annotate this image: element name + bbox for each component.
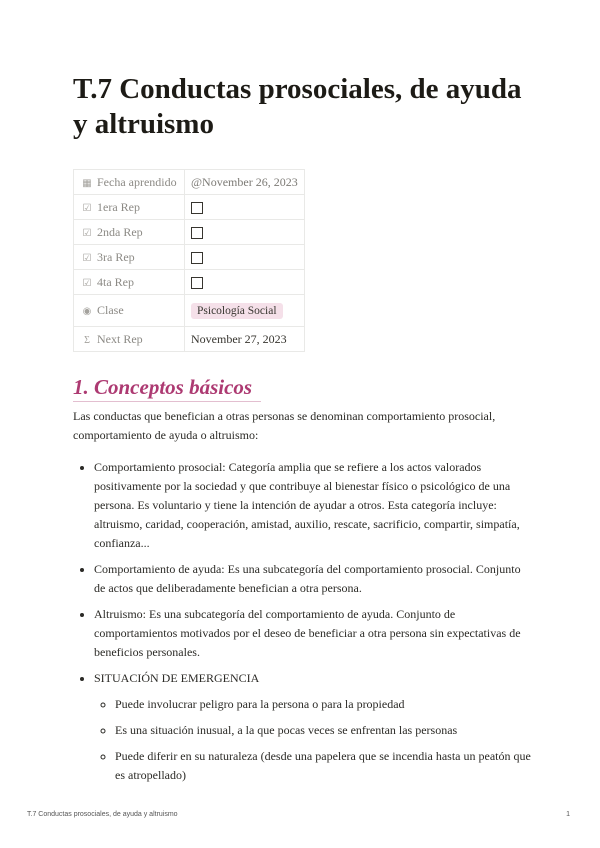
list-item: [94, 669, 531, 785]
property-name: 2nda Rep: [97, 224, 143, 239]
sub-list-item: ◦ Es una situación inusual, a la que pocas veces se enfrentan las personas: [115, 721, 531, 740]
class-tag: Psicología Social: [191, 303, 283, 319]
property-name-cell: [74, 245, 185, 270]
property-name: 1era Rep: [97, 199, 140, 214]
property-value-cell[interactable]: [185, 295, 305, 327]
select-icon: ◉: [82, 306, 92, 317]
sub-bullet-list: [94, 695, 531, 785]
property-row: [74, 170, 305, 195]
page-number: 1: [566, 811, 570, 818]
formula-icon: Σ: [84, 334, 90, 346]
checkbox-icon: ☑: [82, 277, 92, 289]
property-name-cell: [74, 295, 185, 327]
list-item: • Altruismo: Es una subcategoría del comportamiento de ayuda. Conjunto de comportamientos motivados por el deseo de beneficiar a otra persona sin expectativas de beneficios personales.: [94, 605, 531, 662]
property-row: [74, 245, 305, 270]
property-value: November 27, 2023: [191, 331, 287, 346]
property-name-cell: [74, 327, 185, 352]
property-row: [74, 270, 305, 295]
calendar-icon: ▦: [82, 177, 92, 189]
property-name: 3ra Rep: [97, 249, 135, 264]
checkbox-icon: ☑: [82, 202, 92, 214]
property-value-cell[interactable]: [185, 245, 305, 270]
checkbox-icon: ☑: [82, 252, 92, 264]
property-row: [74, 220, 305, 245]
properties-table: [73, 169, 305, 352]
property-value-cell[interactable]: [185, 170, 305, 195]
property-name-cell: [74, 195, 185, 220]
property-name: Fecha aprendido: [97, 174, 177, 189]
sub-list-item: ◦ Puede involucrar peligro para la persona o para la propiedad: [115, 695, 531, 714]
property-name-cell: [74, 220, 185, 245]
property-name: Clase: [97, 303, 124, 317]
checkbox[interactable]: [191, 252, 203, 264]
page-title: T.7 Conductas prosociales, de ayuda y altruismo: [73, 73, 522, 140]
property-row: [74, 327, 305, 352]
property-name: 4ta Rep: [97, 274, 134, 289]
property-name: Next Rep: [97, 331, 143, 346]
footer-title: T.7 Conductas prosociales, de ayuda y altruismo: [27, 811, 178, 818]
checkbox[interactable]: [191, 227, 203, 239]
bullet-list: [73, 458, 531, 785]
property-value-cell[interactable]: [185, 195, 305, 220]
checkbox[interactable]: [191, 277, 203, 289]
list-item: • Comportamiento de ayuda: Es una subcategoría del comportamiento prosocial. Conjunto de actos que deliberadamente benefician a otra persona.: [94, 560, 531, 598]
date-value: @November 26, 2023: [191, 174, 298, 189]
checkbox-icon: ☑: [82, 227, 92, 239]
section-heading: 1. Conceptos básicos: [73, 375, 261, 402]
property-name-cell: [74, 170, 185, 195]
property-row: [74, 195, 305, 220]
property-row: [74, 295, 305, 327]
intro-paragraph: Las conductas que benefician a otras personas se denominan comportamiento prosocial, comportamiento de ayuda o altruismo:: [73, 409, 496, 442]
section-content: [73, 407, 531, 792]
list-item-label: SITUACIÓN DE EMERGENCIA: [94, 671, 260, 685]
checkbox[interactable]: [191, 202, 203, 214]
property-value-cell[interactable]: [185, 270, 305, 295]
property-name-cell: [74, 270, 185, 295]
list-item: • Comportamiento prosocial: Categoría amplia que se refiere a los actos valorados positivamente por la sociedad y que contribuye al bienestar físico o psicológico de una persona. Es voluntario y tiene la intención de ayudar a otros. Esta categoría incluye: altruismo, caridad, cooperación, amistad, auxilio, rescate, sacrificio, compartir, simpatía, confianza...: [94, 458, 531, 553]
property-value-cell[interactable]: [185, 327, 305, 352]
sub-list-item: ◦ Puede diferir en su naturaleza (desde una papelera que se incendia hasta un peatón que es atropellado): [115, 747, 531, 785]
property-value-cell[interactable]: [185, 220, 305, 245]
